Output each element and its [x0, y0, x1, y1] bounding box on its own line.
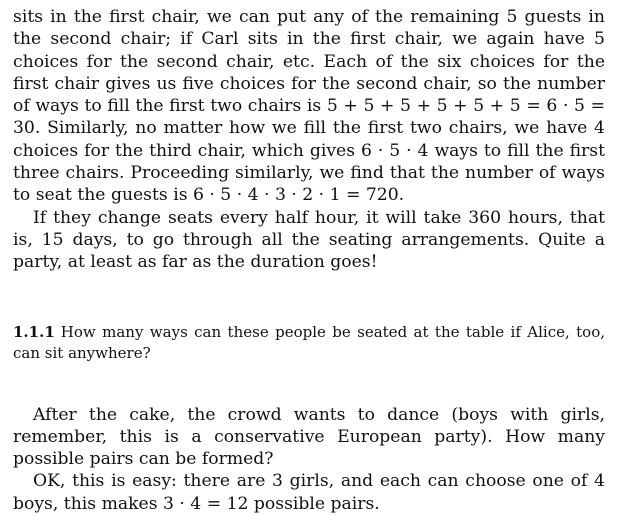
- paragraph-seating-count: sits in the first chair, we can put any of the remaining 5 guests in the second chair; if Carl sits in the first chair, we again have 5 choices for the second chair, etc. Each of the six choices for the first chair gives us five choices for the second chair, so the number of ways to fill the first two chairs is 5 + 5 + 5 + 5 + 5 + 5 = 6 · 5 = 30. Similarly, no matter how we fill the first two chairs, we have 4 choices for the third chair, which gives 6 · 5 · 4 ways to fill the first three chairs. Proceeding similarly, we find that the number of ways to seat the guests is 6 · 5 · 4 · 3 · 2 · 1 = 720.: [13, 7, 605, 206]
- paragraph-seat-change-duration: If they change seats every half hour, it will take 360 hours, that is, 15 days, to go through all the seating arrangements. Quite a party, at least as far as the duration goes!: [13, 207, 605, 273]
- exercise-text: How many ways can these people be seated at the table if Alice, too, can sit anywhere?: [13, 322, 605, 362]
- paragraph-dance-pairs: After the cake, the crowd wants to dance (boys with girls, remember, this is a conservative European party). How many possible pairs can be formed?: [13, 404, 605, 470]
- paragraph-pairs-answer: OK, this is easy: there are 3 girls, and each can choose one of 4 boys, this makes 3 · 4 = 12 possible pairs.: [13, 471, 605, 514]
- exercise-block: [13, 322, 605, 364]
- exercise-number: 1.1.1: [13, 322, 55, 341]
- document-page: [13, 6, 605, 515]
